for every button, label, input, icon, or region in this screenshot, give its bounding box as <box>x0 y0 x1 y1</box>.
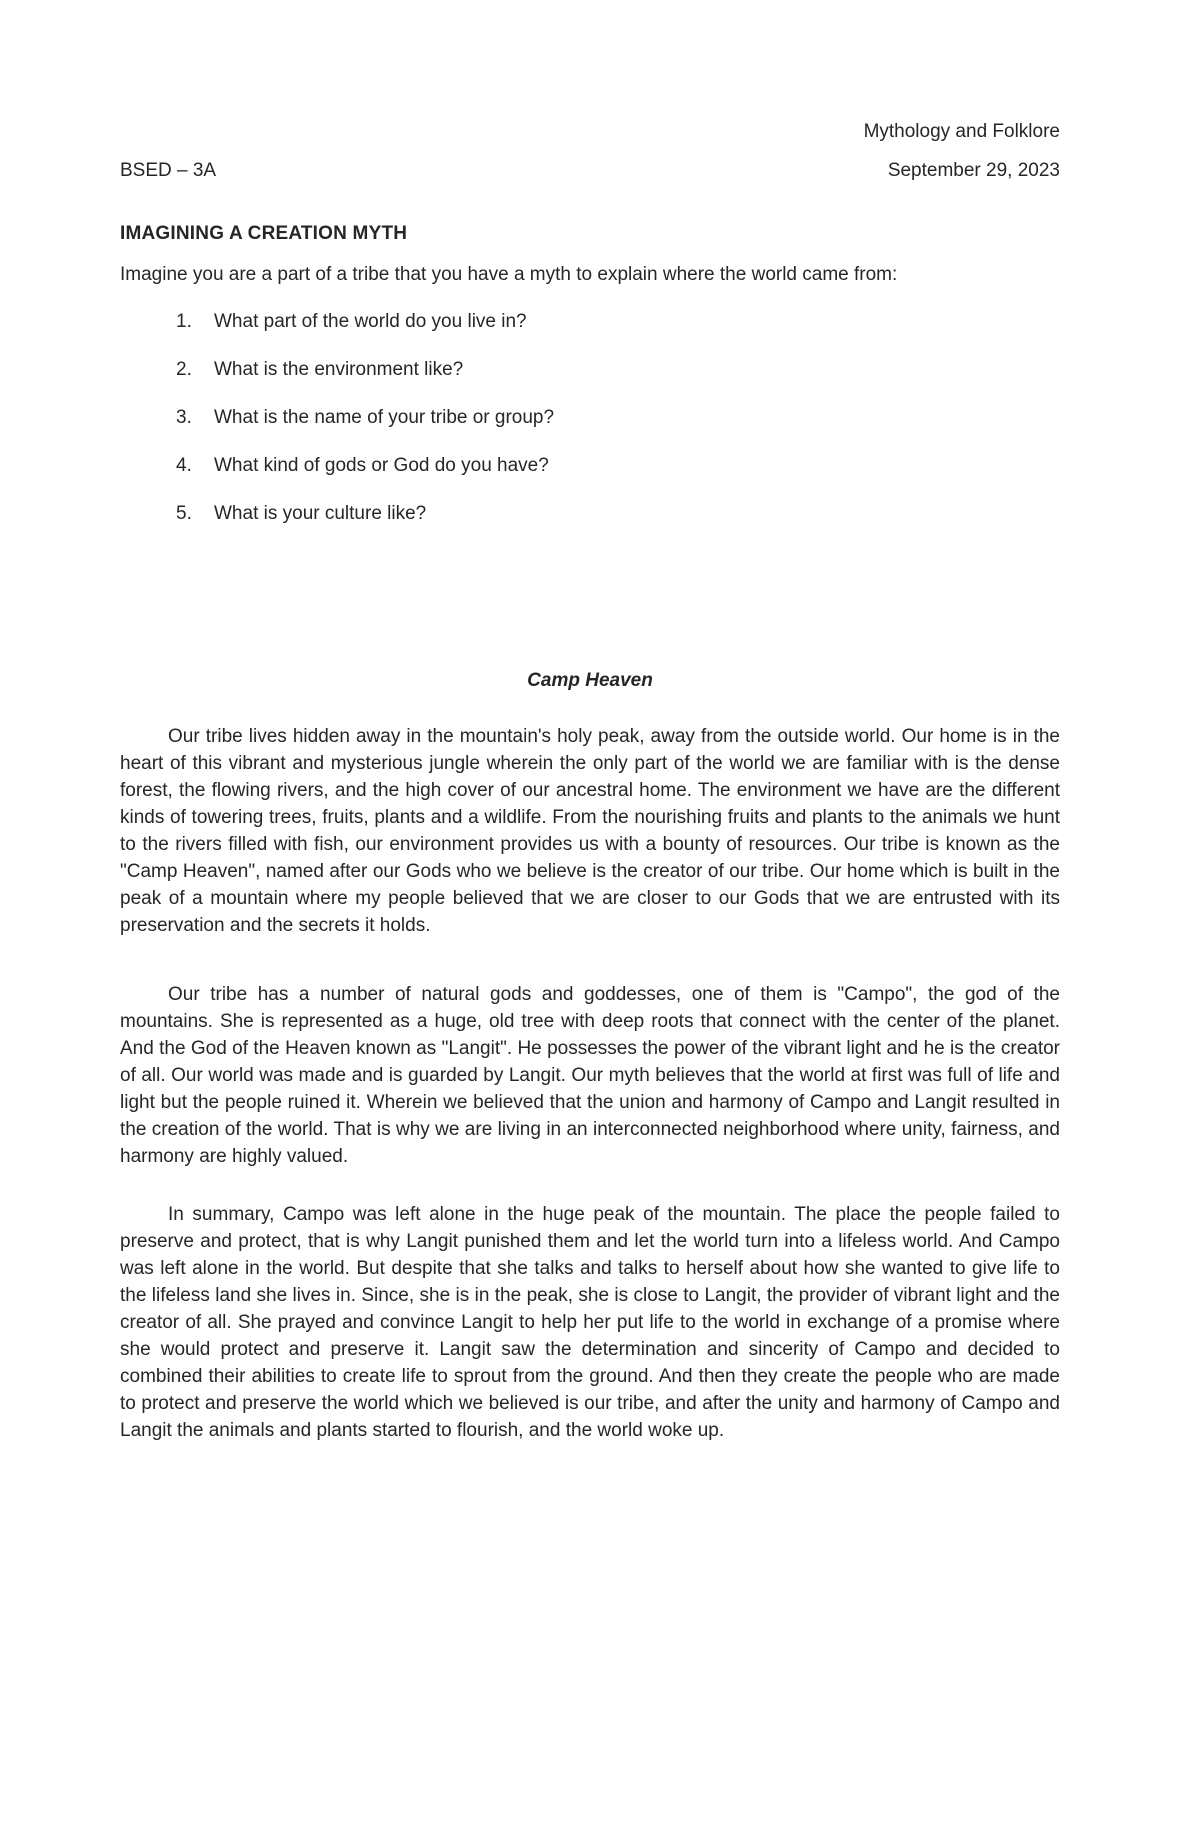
question-list <box>120 308 1060 527</box>
question-item-2: What is the environment like? <box>214 359 464 380</box>
story-title: Camp Heaven <box>527 670 653 691</box>
question-item-4: What kind of gods or God do you have? <box>214 455 549 476</box>
header-course-title: Mythology and Folklore <box>863 121 1060 142</box>
story-paragraph-2: Our tribe has a number of natural gods and goddesses, one of them is "Campo", the god of the mountains. She is represented as a huge, old tree with deep roots that connect with the center of the planet. And the God of the Heaven known as "Langit". He possesses the power of the vibrant light and he is the creator of all. Our world was made and is guarded by Langit. Our myth believes that the world at first was full of life and light but the people ruined it. Wherein we believed that the union and harmony of Campo and Langit resulted in the creation of the world. That is why we are living in an interconnected neighborhood where unity, fairness, and harmony are highly valued. <box>120 984 1060 1167</box>
story-paragraph-1: Our tribe lives hidden away in the mountain's holy peak, away from the outside world. Our home is in the heart of this vibrant and mysterious jungle wherein the only part of the world we are familiar with is the dense forest, the flowing rivers, and the high cover of our ancestral home. The environment we have are the different kinds of towering trees, fruits, plants and a wildlife. From the nourishing fruits and plants to the animals we hunt to the rivers filled with fish, our environment provides us with a bounty of resources. Our tribe is known as the "Camp Heaven", named after our Gods who we believe is the creator of our tribe. Our home which is built in the peak of a mountain where my people believed that we are closer to our Gods that we are entrusted with its preservation and the secrets it holds. <box>120 726 1060 936</box>
assignment-heading: IMAGINING A CREATION MYTH <box>120 223 408 244</box>
question-item-1: What part of the world do you live in? <box>214 311 527 332</box>
header-section: BSED – 3A <box>120 160 217 181</box>
header-row <box>120 157 1060 184</box>
header-date: September 29, 2023 <box>887 160 1060 181</box>
story-paragraph-3: In summary, Campo was left alone in the huge peak of the mountain. The place the people failed to preserve and protect, that is why Langit punished them and let the world turn into a lifeless world. And Campo was left alone in the world. But despite that she talks and talks to herself about how she wanted to give life to the lifeless land she lives in. Since, she is in the peak, she is close to Langit, the provider of vibrant light and the creator of all. She prayed and convince Langit to help her put life to the world in exchange of a promise where she would protect and preserve it. Langit saw the determination and sincerity of Campo and decided to combined their abilities to create life to sprout from the ground. And then they create the people who are made to protect and preserve the world which we believed is our tribe, and after the unity and harmony of Campo and Langit the animals and plants started to flourish, and the world woke up. <box>120 1204 1060 1441</box>
question-item-5: What is your culture like? <box>214 503 427 524</box>
question-item-3: What is the name of your tribe or group? <box>214 407 555 428</box>
assignment-intro: Imagine you are a part of a tribe that you have a myth to explain where the world came from: <box>120 264 898 285</box>
